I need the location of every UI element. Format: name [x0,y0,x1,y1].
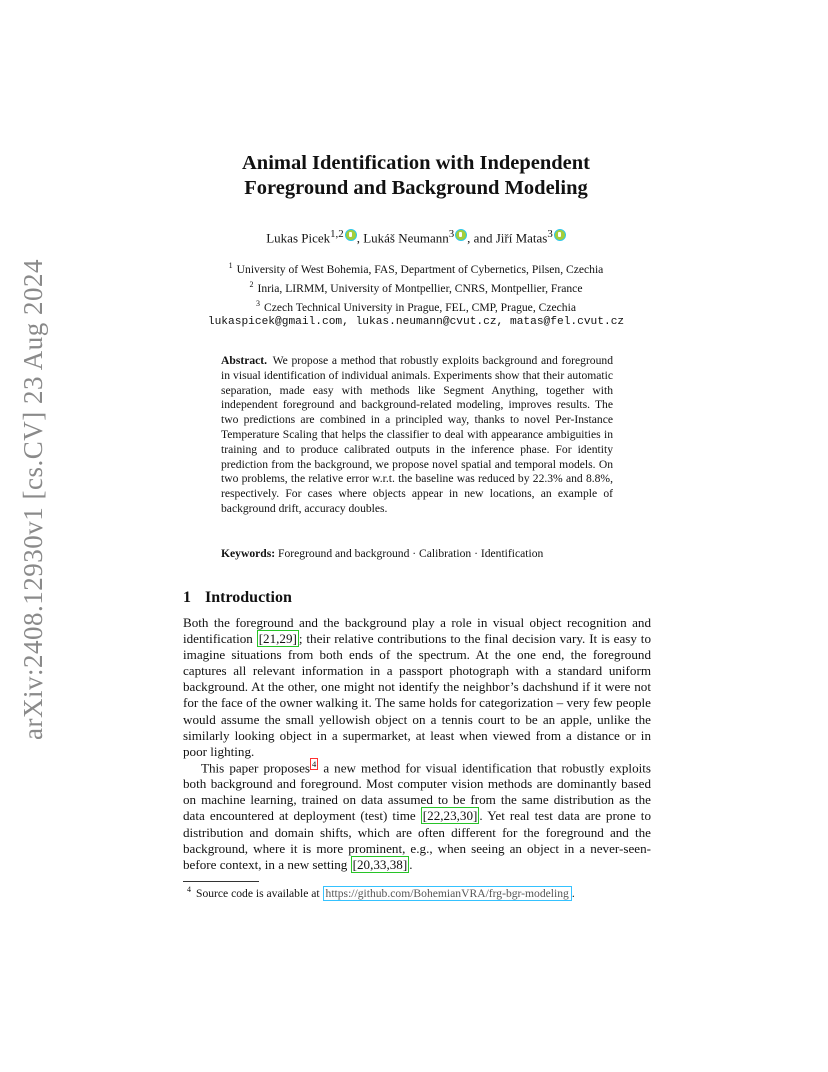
section-title: Introduction [205,589,292,606]
affiliations [150,258,682,330]
footnote-end: . [571,886,575,900]
paragraph-text: Both the foreground and the background play a role in visual object recognition and identification [183,615,651,647]
abstract-text: We propose a method that robustly exploits background and foreground in visual identification of individual animals. Experiments show that their automatic separation, made easy with methods like Segment Anything, together with independent foreground and background-related modeling, improves results. The two predictions are combined in a principled way, thanks to novel Per-Instance Temperature Scaling that helps the classifier to deal with appearance ambiguities in training and to produce calibrated outputs in the inference phase. For identity prediction from the background, we propose novel spatial and temporal models. On two problems, the relative error w.r.t. the baseline was reduced by 22.3% and 8.8%, respectively. For cases where objects appear in new locations, an example of background drift, accuracy doubles. [221,354,613,515]
author-name: Jiří Matas [495,230,548,246]
affiliation-number: 1 [228,261,233,270]
orcid-icon[interactable] [455,229,467,241]
affiliation-line [150,258,682,277]
keywords [221,547,613,562]
author-name: Lukas Picek [266,230,331,246]
section-number: 1 [183,589,191,606]
title-line-1: Animal Identification with Independent [242,152,590,174]
source-code-link[interactable]: https://github.com/BohemianVRA/frg-bgr-modeling [323,886,572,901]
abstract-label: Abstract. [221,354,268,367]
author-affil-sup: 3 [448,228,455,240]
paragraph-text: This paper proposes [201,760,311,776]
author-list [150,228,682,246]
footnote-link[interactable]: 4 [312,758,317,769]
citation-link[interactable]: [21,29] [258,631,297,647]
affiliation-number: 3 [256,299,261,309]
section-heading [183,589,292,607]
paragraph-text: . [409,856,413,872]
affiliation-text: Inria, LIRMM, University of Montpellier, CNRS, Montpellier, France [257,281,583,295]
affiliation-line [150,296,682,315]
author-affil-sup: 1,2 [330,228,344,240]
paragraph [183,760,651,873]
keywords-text: Foreground and background · Calibration · Identification [278,547,544,560]
paragraph [183,615,651,760]
orcid-icon[interactable] [345,229,357,241]
citation-link[interactable]: [20,33,38] [352,856,408,872]
author-separator: , [356,230,364,246]
keywords-label: Keywords: [221,547,276,560]
paragraph-text: a new method for visual identification that robustly exploits both background and foreground. Most computer vision methods are dominantly based on machine learning, trained on data assumed to be from the same distribution as the data encountered at deployment (test) time [183,760,651,824]
footnote-number: 4 [187,885,191,894]
citation-link[interactable]: [22,23,30] [422,808,478,824]
affiliation-text: Czech Technical University in Prague, FEL, CMP, Prague, Czechia [264,300,576,314]
author-separator: , and [467,230,496,246]
author-affil-sup: 3 [547,228,553,240]
footnote [183,885,653,900]
affiliation-line [150,277,682,296]
paragraph-text: ; their relative contributions to the final decision vary. It is easy to imagine situations from both ends of the spectrum. At the one end, the foreground captures all relevant information in a passport photograph with a standard uniform background. At the other, one might not identify the neighbor’s dachshund if it were not for the face of the owner walking it. The same holds for categorization – very few people would assume the small yellowish object on a tennis court to be an apple, unlike the similarly looking object in a supermarket, at least when viewed from a distance or in poor lighting. [183,631,651,759]
affiliation-text: University of West Bohemia, FAS, Department of Cybernetics, Pilsen, Czechia [236,262,604,276]
author-name: Lukáš Neumann [363,230,449,246]
footnote-rule [183,881,259,882]
body-text [183,615,651,873]
footnote-text: Source code is available at [196,886,323,900]
abstract [221,354,613,517]
title-line-2: Foreground and Background Modeling [244,177,588,199]
paper-title [150,151,682,201]
affiliation-number: 2 [249,280,254,290]
paragraph-text: . Yet real test data are prone to distribution and domain shifts, which are often different for the foreground and the background, where it is more prominent, e.g., when seeing an object in a never-seen-before context, in a new setting [183,808,651,872]
arxiv-stamp: arXiv:2408.12930v1 [cs.CV] 23 Aug 2024 [18,259,48,740]
orcid-icon[interactable] [554,229,566,241]
author-emails: lukaspicek@gmail.com, lukas.neumann@cvut.cz, matas@fel.cvut.cz [207,316,625,329]
